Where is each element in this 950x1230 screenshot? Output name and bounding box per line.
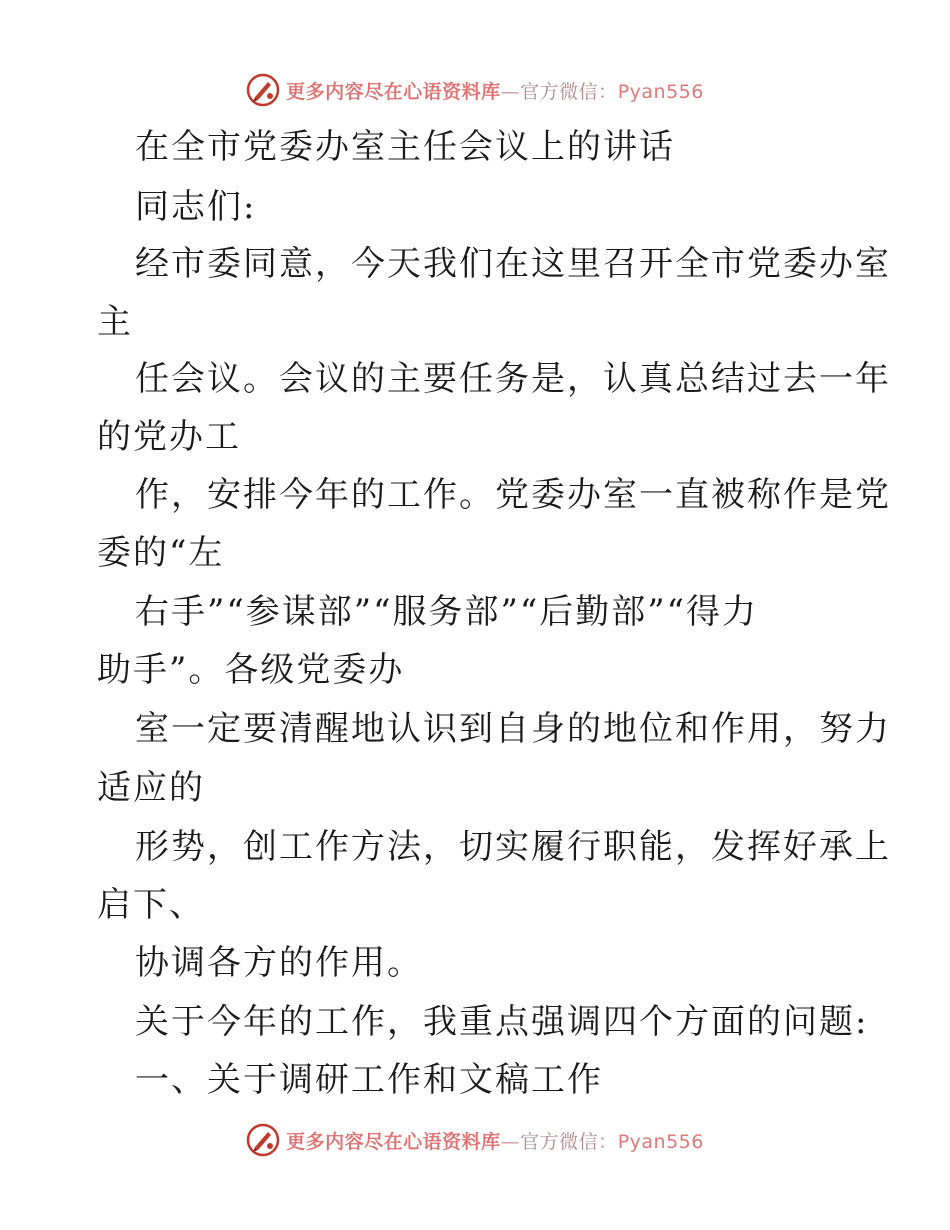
- quill-pen-logo-icon: [246, 73, 280, 107]
- watermark-wechat-id: Pyan556: [617, 1130, 704, 1153]
- section-intro: 关于今年的工作，我重点强调四个方面的问题:: [135, 1002, 869, 1042]
- paragraph-line: 委的“左: [97, 533, 225, 573]
- watermark-official-label: 官方微信：: [520, 1130, 618, 1153]
- paragraph-line: 的党办工: [97, 417, 241, 457]
- paragraph-line: 主: [97, 302, 133, 342]
- paragraph-line: 室一定要清醒地认识到自身的地位和作用，努力: [135, 709, 891, 749]
- salutation: 同志们:: [135, 187, 257, 227]
- watermark-wechat-id: Pyan556: [617, 80, 704, 103]
- watermark-official-label: 官方微信：: [520, 80, 618, 103]
- watermark-brand: 更多内容尽在心语资料库: [286, 80, 501, 103]
- paragraph-line: 协调各方的作用。: [135, 943, 423, 983]
- footer-watermark: [0, 1120, 950, 1160]
- watermark-brand: 更多内容尽在心语资料库: [286, 1130, 501, 1153]
- paragraph-line: 形势，创工作方法，切实履行职能，发挥好承上: [135, 827, 891, 867]
- document-title: 在全市党委办室主任会议上的讲话: [135, 127, 675, 167]
- section-heading: 一、关于调研工作和文稿工作: [135, 1060, 603, 1100]
- paragraph-line: 右手”“参谋部”“服务部”“后勤部”“得力: [135, 592, 759, 632]
- paragraph-line: 作，安排今年的工作。党委办室一直被称作是党: [135, 475, 891, 515]
- watermark-dash: —: [500, 80, 521, 103]
- header-watermark: [0, 70, 950, 110]
- paragraph-line: 助手”。各级党委办: [97, 650, 405, 690]
- quill-pen-logo-icon: [246, 1123, 280, 1157]
- paragraph-line: 适应的: [97, 768, 205, 808]
- paragraph-line: 启下、: [97, 885, 205, 925]
- paragraph-line: 任会议。会议的主要任务是，认真总结过去一年: [135, 359, 891, 399]
- watermark-dash: —: [500, 1130, 521, 1153]
- paragraph-line: 经市委同意，今天我们在这里召开全市党委办室: [135, 244, 891, 284]
